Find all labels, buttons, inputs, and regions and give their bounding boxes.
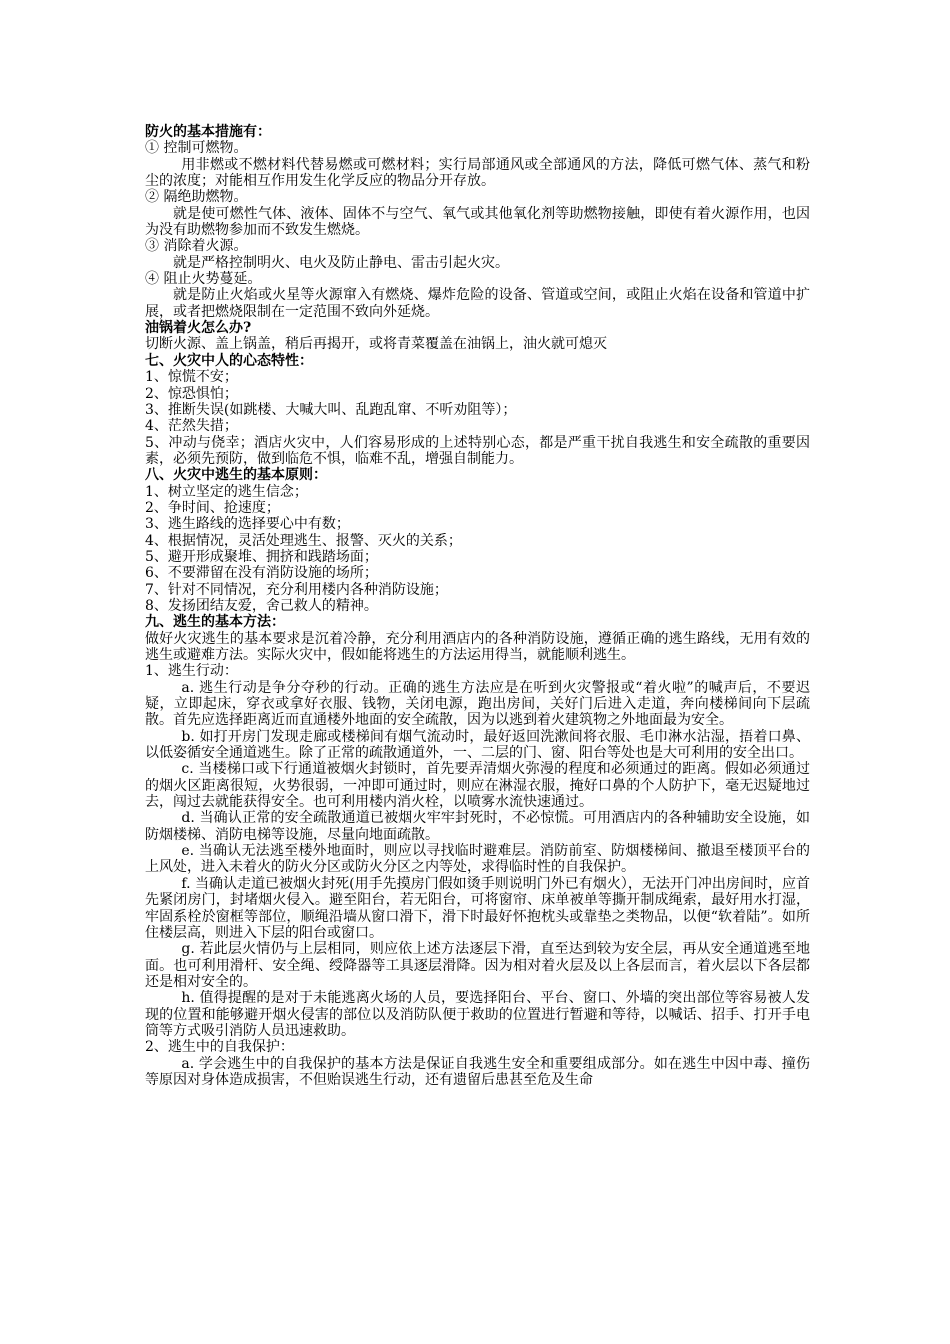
paragraph: b. 如打开房门发现走廊或楼梯间有烟气流动时，最好返回洗漱间将衣服、毛巾淋水沾湿，捂着口鼻、以低姿循安全通道逃生。除了正常的疏散通道外，一、二层的门、窗、阳台等处也是大可利用的安全出口。 [145,728,810,762]
list-item: 6、不要滞留在没有消防设施的场所； [145,565,378,582]
paragraph: g. 若此层火情仍与上层相同，则应依上述方法逐层下滑，直至达到较为安全层，再从安全通道逃至地面。也可利用滑杆、安全绳、绶降器等工具逐层滑降。因为相对着火层及以上各层而言，着火层以下各层都还是相对安全的。 [145,941,810,990]
list-item: 5、冲动与侥幸；酒店火灾中，人们容易形成的上述特别心态，都是严重干扰自我逃生和安全疏散的重要因素，必须先预防，做到临危不惧，临难不乱，增强自制能力。 [145,434,810,467]
paragraph: 就是严格控制明火、电火及防止静电、雷击引起火灾。 [173,254,509,271]
list-item: 7、针对不同情况，充分利用楼内各种消防设施； [145,581,448,598]
paragraph: c. 当楼梯口或下行通道被烟火封锁时，首先要弄清烟火弥漫的程度和必须通过的距离。假如必须通过的烟火区距离很短，火势很弱，一冲即可通过时，则应在淋湿衣服，掩好口鼻的个人防护下，毫无迟疑地过去，闯过去就能获得安全。也可利用楼内消火栓，以喷雾水流快速通过。 [145,761,810,811]
list-item: 8、发扬团结友爱，舍己救人的精神。 [145,597,378,614]
paragraph: a. 逃生行动是争分夺秒的行动。正确的逃生方法应是在听到火灾警报或“着火啦”的喊声后，不要迟疑，立即起床，穿衣或拿好衣服、钱物，关闭电源，跑出房间，关好门后进入走道，奔向楼梯间向下层疏散。首先应选择距离近而直通楼外地面的安全疏散，因为以逃到着火建筑物之外地面最为安全。 [145,679,810,729]
list-item: 2、争时间、抢速度； [145,499,280,516]
subheading: 2、逃生中的自我保护： [145,1039,294,1056]
list-item: 4、根据情况，灵活处理逃生、报警、灭火的关系； [145,532,462,549]
heading-oil-pan-fire: 油锅着火怎么办? [145,320,252,337]
list-item: ② 隔绝助燃物。 [145,189,248,206]
paragraph: h. 值得提醒的是对于未能逃离火场的人员，要选择阳台、平台、窗口、外墙的突出部位等容易被人发现的位置和能够避开烟火侵害的部位以及消防队便于救助的位置进行暂避和等待，以喊话、招手、打开手电筒等方式吸引消防人员迅速救助。 [145,990,810,1039]
list-item: ① 控制可燃物。 [145,140,248,157]
heading-section-8: 八、火灾中逃生的基本原则： [145,467,327,484]
list-item: ④ 阻止火势蔓延。 [145,271,262,288]
list-item: 4、茫然失措； [145,418,238,435]
heading-fire-prevention: 防火的基本措施有： [145,124,271,140]
paragraph: 切断火源、盖上锅盖，稍后再揭开，或将青菜覆盖在油锅上，油火就可熄灭 [145,336,607,353]
list-item: ③ 消除着火源。 [145,238,248,255]
paragraph: e. 当确认无法逃至楼外地面时，则应以寻找临时避难层。消防前室、防烟楼梯间、撤退至楼顶平台的上风处，进入未着火的防火分区或防火分区之内等处，求得临时性的自我保护。 [145,843,810,876]
paragraph: 做好火灾逃生的基本要求是沉着冷静，充分利用酒店内的各种消防设施，遵循正确的逃生路线，无用有效的逃生或避难方法。实际火灾中，假如能将逃生的方法运用得当，就能顺利逃生。 [145,630,810,663]
paragraph: 用非燃或不燃材料代替易燃或可燃材料；实行局部通风或全部通风的方法，降低可燃气体、蒸气和粉尘的浓度；对能相互作用发生化学反应的物品分开存放。 [145,156,810,190]
list-item: 3、推断失误(如跳楼、大喊大叫、乱跑乱窜、不听劝阻等）； [145,401,517,418]
heading-section-9: 九、逃生的基本方法： [145,614,285,631]
subheading: 1、逃生行动： [145,663,238,680]
paragraph: 就是使可燃性气体、液体、固体不与空气、氧气或其他氧化剂等助燃物接触，即使有着火源作用，也因为没有助燃物参加而不致发生燃烧。 [145,205,810,239]
list-item: 3、逃生路线的选择要心中有数； [145,516,350,533]
paragraph: a. 学会逃生中的自我保护的基本方法是保证自我逃生安全和重要组成部分。如在逃生中因中毒、撞伤等原因对身体造成损害，不但贻误逃生行动，还有遗留后患甚至危及生命 [145,1055,810,1088]
heading-section-7: 七、火灾中人的心态特性： [145,352,313,369]
list-item: 2、惊恐惧怕； [145,385,238,402]
list-item: 1、树立坚定的逃生信念； [145,483,308,500]
paragraph: d. 当确认正常的安全疏散通道已被烟火牢牢封死时，不必惊慌。可用酒店内的各种辅助安全设施，如防烟楼梯、消防电梯等设施，尽量向地面疏散。 [145,810,810,843]
paragraph: 就是防止火焰或火星等火源窜入有燃烧、爆炸危险的设备、管道或空间，或阻止火焰在设备和管道中扩展，或者把燃烧限制在一定范围不致向外延烧。 [145,287,810,320]
document-body [145,124,810,1088]
list-item: 5、避开形成聚堆、拥挤和践踏场面； [145,548,378,565]
list-item: 1、惊慌不安； [145,369,238,386]
paragraph: f. 当确认走道已被烟火封死(用手先摸房门假如烫手则说明门外已有烟火），无法开门冲出房间时，应首先紧闭房门，封堵烟火侵入。避至阳台，若无阳台，可将窗帘、床单被单等撕开制成绳索，最好用水打湿，牢固系栓於窗框等部位，顺绳沿墙从窗口滑下，滑下时最好怀抱枕头或靠垫之类物品，以便“软着陆”。如所住楼层高，则进入下层的阳台或窗口。 [145,875,810,941]
